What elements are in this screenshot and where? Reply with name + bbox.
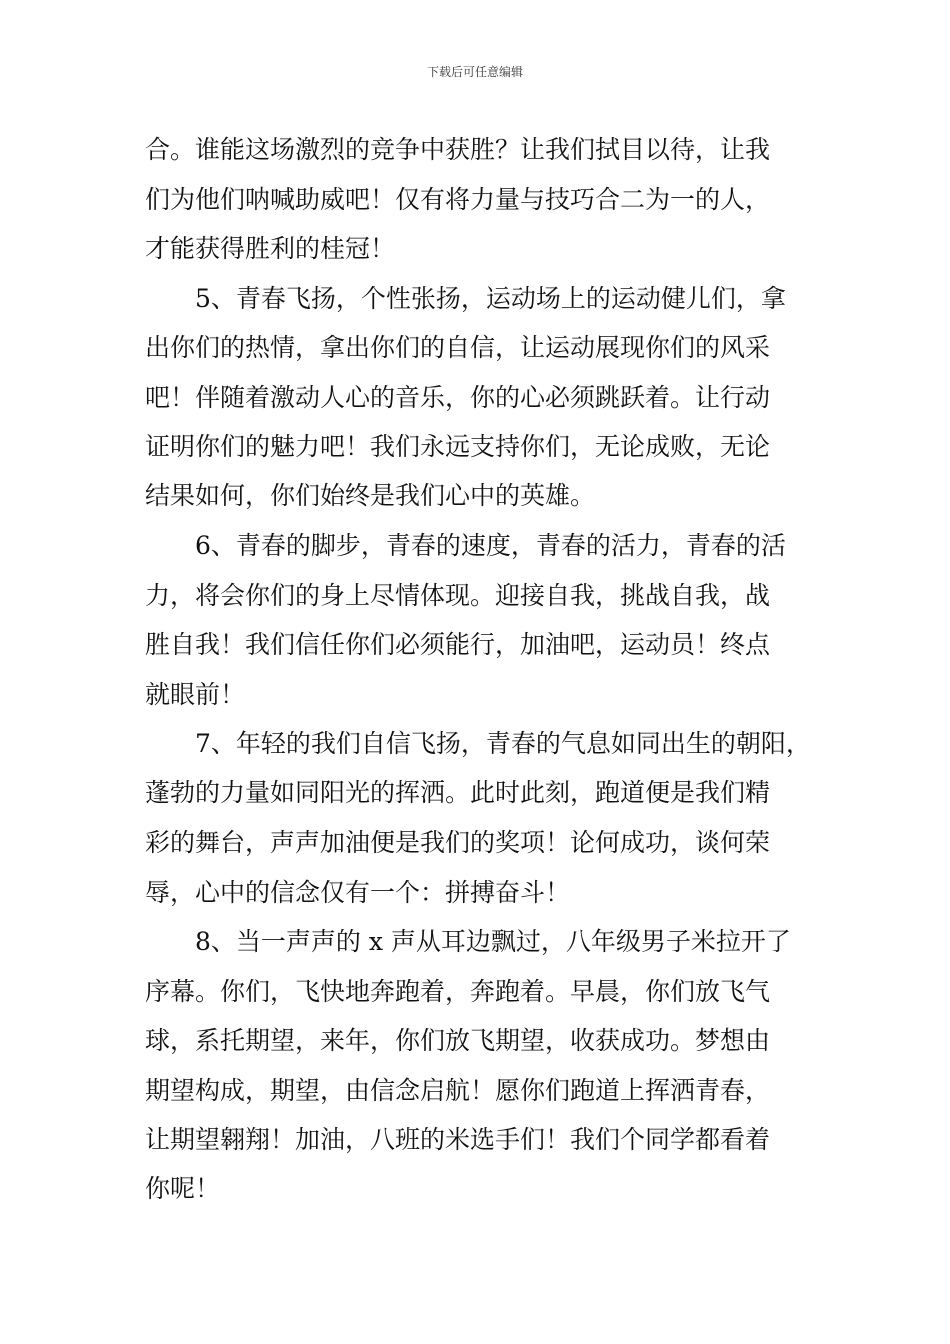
body-line: 7、年轻的我们自信飞扬，青春的气息如同出生的朝阳， — [145, 729, 811, 758]
body-line: 力，将会你们的身上尽情体现。迎接自我，挑战自我，战 — [145, 581, 771, 610]
body-line: 证明你们的魅力吧！我们永远支持你们，无论成败，无论 — [145, 432, 771, 461]
body-line: 吧！伴随着激动人心的音乐，你的心必须跳跃着。让行动 — [145, 383, 771, 412]
body-line: 彩的舞台，声声加油便是我们的奖项！论何成功，谈何荣 — [145, 828, 771, 857]
body-line: 6、青春的脚步，青春的速度，青春的活力，青春的活 — [145, 531, 786, 560]
body-line: 结果如何，你们始终是我们心中的英雄。 — [145, 481, 596, 510]
body-line: 期望构成，期望，由信念启航！愿你们跑道上挥洒青春， — [145, 1076, 771, 1105]
body-line: 辱，心中的信念仅有一个：拼搏奋斗！ — [145, 878, 571, 907]
body-line: 8、当一声声的 x 声从耳边飘过，八年级男子米拉开了 — [145, 927, 791, 956]
body-line: 你呢！ — [145, 1174, 221, 1203]
body-line: 球，系托期望，来年，你们放飞期望，收获成功。梦想由 — [145, 1026, 771, 1055]
body-line: 就眼前！ — [145, 680, 246, 709]
body-line: 合。谁能这场激烈的竞争中获胜？让我们拭目以待，让我 — [145, 135, 771, 164]
body-line: 序幕。你们，飞快地奔跑着，奔跑着。早晨，你们放飞气 — [145, 977, 771, 1006]
body-line: 让期望翱翔！加油，八班的米选手们！我们个同学都看着 — [145, 1125, 771, 1154]
body-line: 才能获得胜利的桂冠！ — [145, 234, 396, 263]
body-line: 胜自我！我们信任你们必须能行，加油吧，运动员！终点 — [145, 630, 771, 659]
body-line: 蓬勃的力量如同阳光的挥洒。此时此刻，跑道便是我们精 — [145, 778, 771, 807]
page-header: 下载后可任意编辑 — [426, 65, 523, 79]
body-line: 出你们的热情，拿出你们的自信，让运动展现你们的风采 — [145, 333, 771, 362]
body-line: 们为他们呐喊助威吧！仅有将力量与技巧合二为一的人， — [145, 185, 771, 214]
body-line: 5、青春飞扬，个性张扬，运动场上的运动健儿们，拿 — [145, 284, 786, 313]
